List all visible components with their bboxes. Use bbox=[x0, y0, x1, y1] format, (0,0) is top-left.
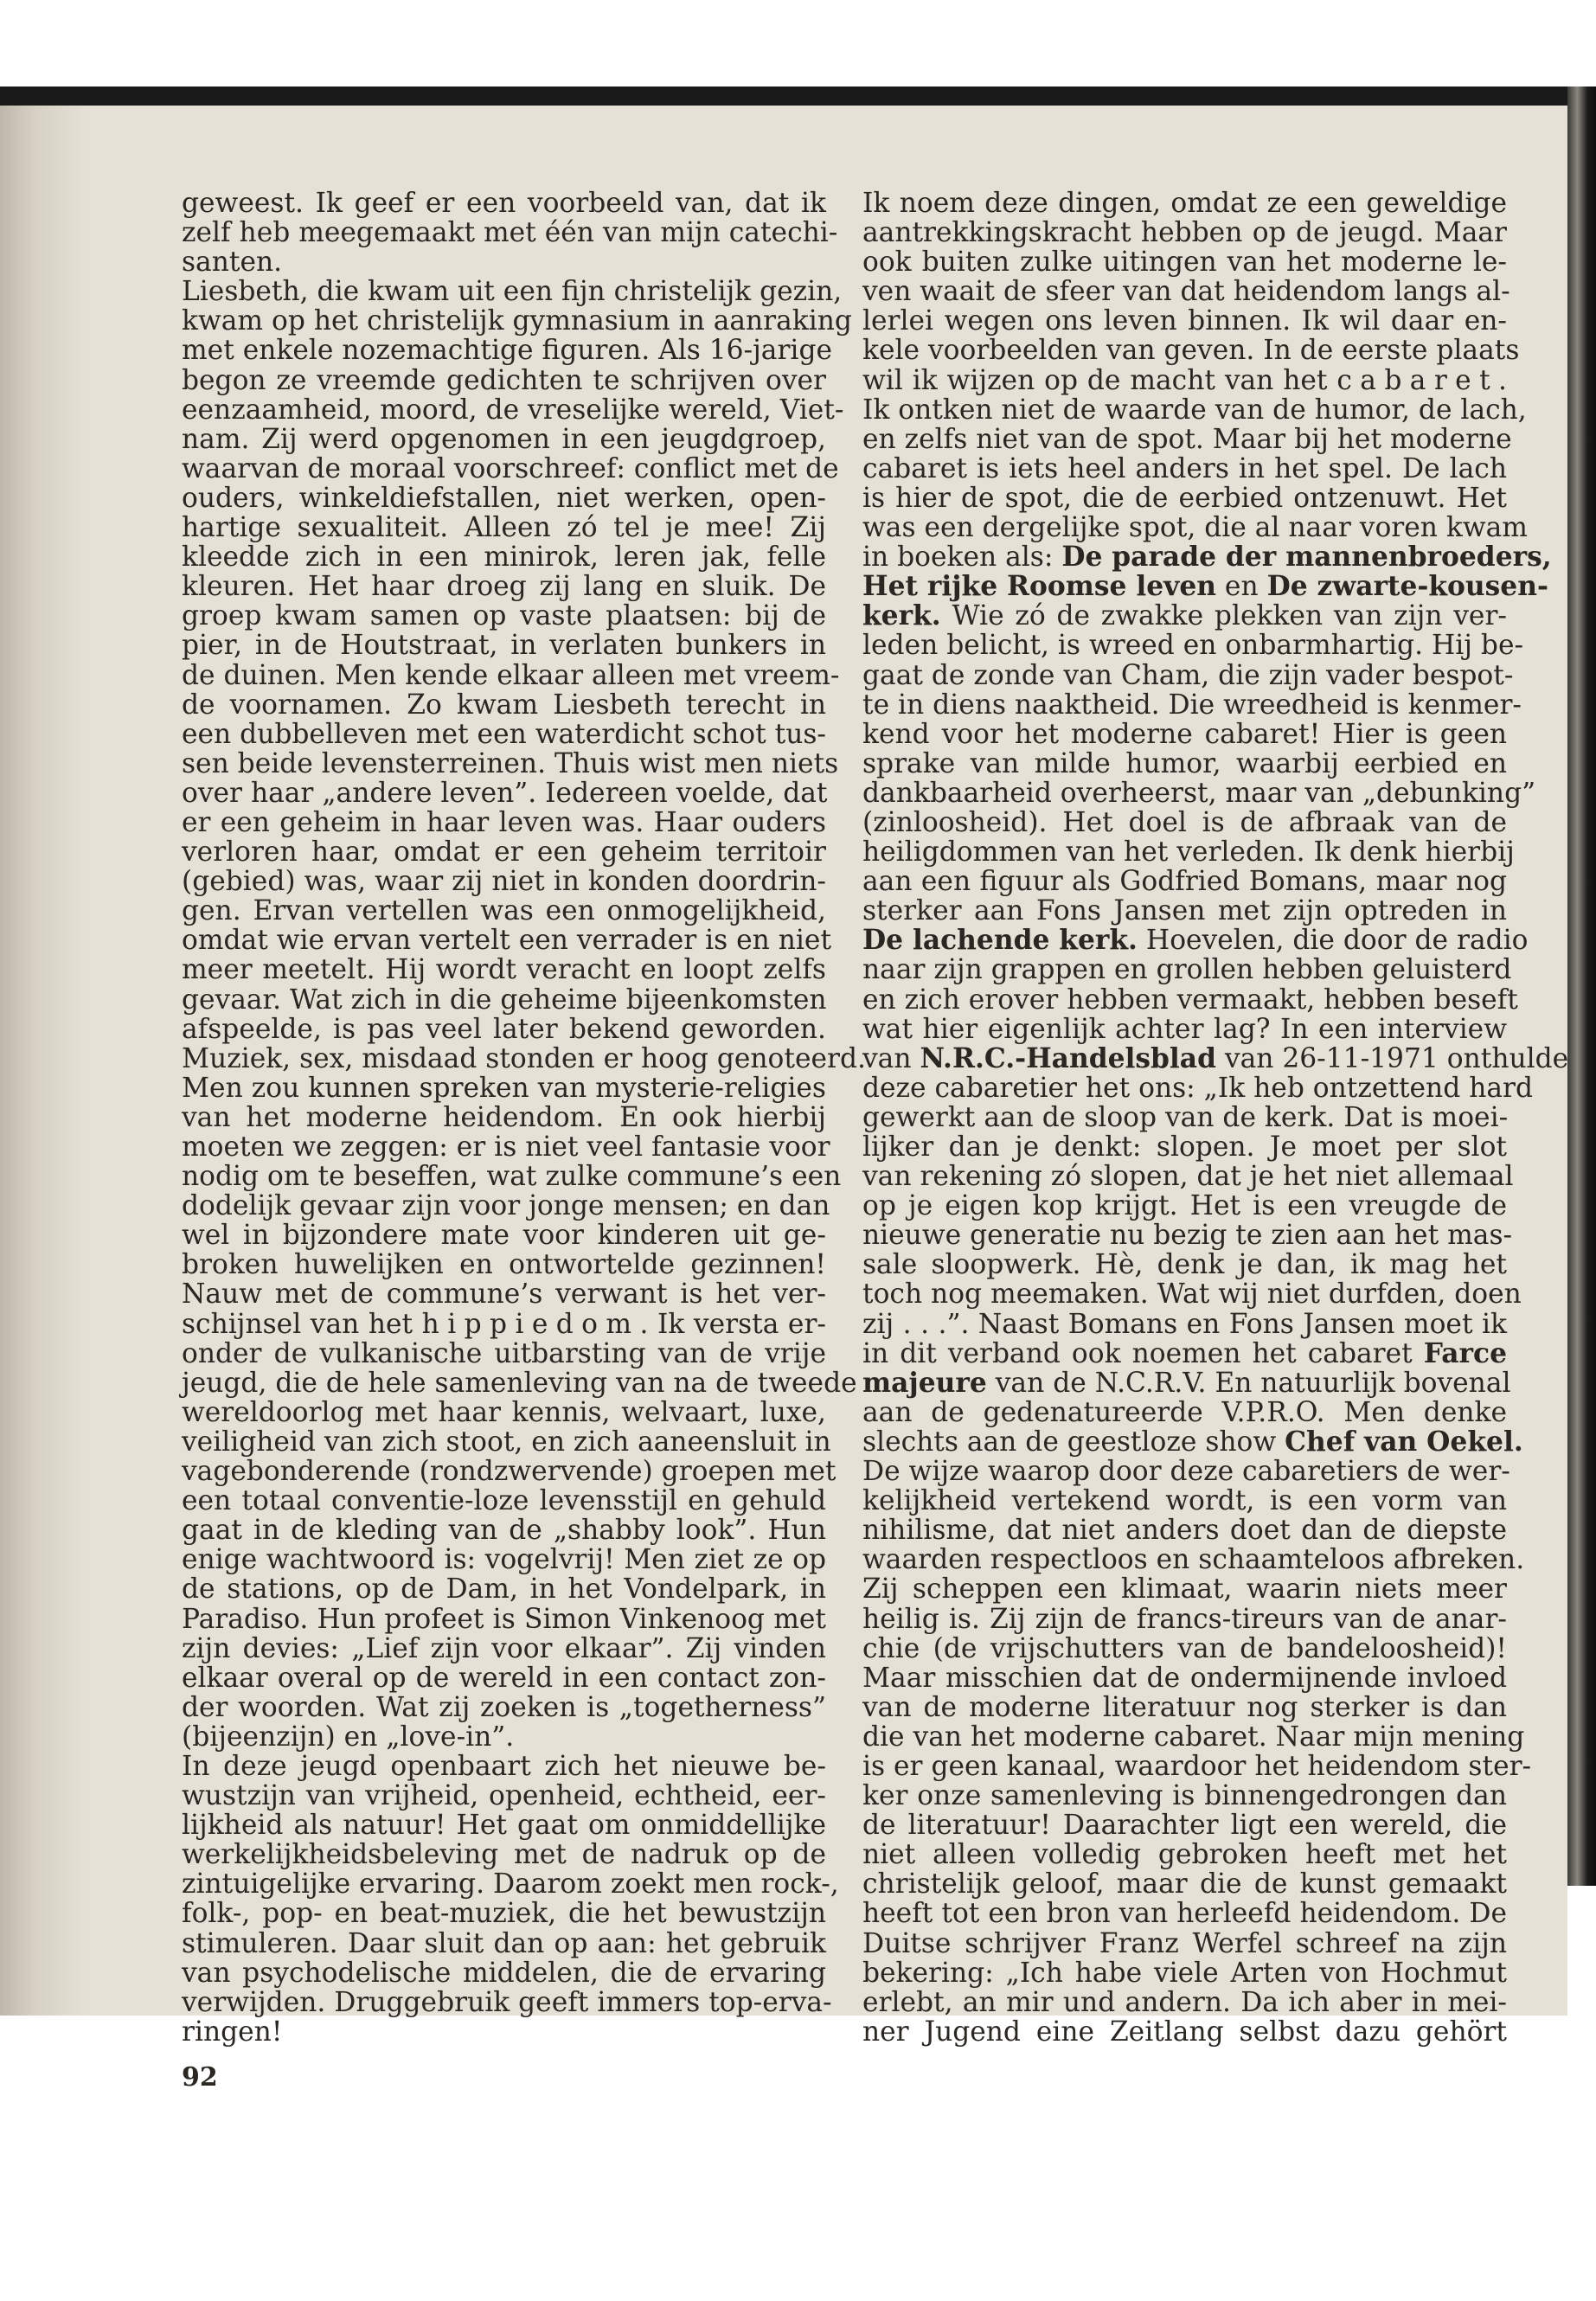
text-line: nam. Zij werd opgenomen in een jeugdgroep, bbox=[182, 423, 826, 455]
text-line: nodig om te beseffen, wat zulke commune’s een bbox=[182, 1161, 842, 1193]
text-line: heiligdommen van het verleden. Ik denk hierbij bbox=[862, 836, 1515, 868]
text-line: gewerkt aan de sloop van de kerk. Dat is moei- bbox=[862, 1101, 1509, 1133]
text-line: is hier de spot, die de eerbied ontzenuwt. Het bbox=[862, 482, 1507, 514]
text-line: heeft tot een bron van herleefd heidendom. De bbox=[862, 1898, 1507, 1930]
text-line: dodelijk gevaar zijn voor jonge mensen; en dan bbox=[182, 1190, 830, 1222]
text-line: sprake van milde humor, waarbij eerbied en bbox=[862, 747, 1507, 779]
text-fragment: . Ik versta er- bbox=[639, 1308, 826, 1340]
text-fragment: Wie zó de zwakke plekken van zijn ver- bbox=[940, 600, 1507, 632]
text-line-book-titles bbox=[862, 571, 1548, 603]
text-line: niet alleen volledig gebroken heeft met het bbox=[862, 1839, 1507, 1871]
text-line: zij . . .”. Naast Bomans en Fons Jansen moet ik bbox=[862, 1308, 1507, 1340]
text-line: te in diens naaktheid. Die wreedheid is kenmer- bbox=[862, 689, 1522, 721]
text-line-farce bbox=[862, 1339, 1507, 1368]
text-line: wereldoorlog met haar kennis, welvaart, luxe, bbox=[182, 1396, 826, 1428]
text-line: die van het moderne cabaret. Naar mijn mening bbox=[862, 1721, 1525, 1753]
text-line: gevaar. Wat zich in die geheime bijeenkomsten bbox=[182, 984, 827, 1016]
text-fragment: schijnsel van het bbox=[182, 1308, 422, 1340]
text-line: kleuren. Het haar droeg zij lang en sluik. De bbox=[182, 571, 826, 603]
text-line: De wijze waarop door deze cabaretiers de wer- bbox=[862, 1456, 1510, 1488]
text-fragment: wil ik wijzen op de macht van het bbox=[862, 364, 1337, 396]
newspaper-title: N.R.C.-Handelsblad bbox=[920, 1042, 1216, 1074]
text-line-show bbox=[862, 1426, 1523, 1458]
text-line: christelijk geloof, maar die de kunst gemaakt bbox=[862, 1868, 1507, 1900]
text-line: onder de vulkanische uitbarsting van de vrije bbox=[182, 1337, 826, 1369]
book-title-parade: De parade der mannenbroeders, bbox=[1061, 542, 1552, 574]
text-line: Liesbeth, die kwam uit een fijn christelijk gezin, bbox=[182, 276, 843, 308]
text-line: vagebonderende (rondzwervende) groepen met bbox=[182, 1456, 836, 1488]
text-line: aantrekkingskracht hebben op de jeugd. Maar bbox=[862, 217, 1507, 249]
text-line: lerlei wegen ons leven binnen. Ik wil daar en- bbox=[862, 305, 1507, 337]
book-title-zwarte-kousen-kerk: De zwarte-kousen- bbox=[1266, 571, 1548, 603]
text-line: meer meetelt. Hij wordt veracht en loopt zelfs bbox=[182, 954, 826, 986]
text-line: Ik ontken niet de waarde van de humor, de lach, bbox=[862, 394, 1527, 426]
text-line: ook buiten zulke uitingen van het moderne le- bbox=[862, 247, 1507, 279]
text-line: hartige sexualiteit. Alleen zó tel je mee! Zij bbox=[182, 512, 826, 544]
text-fragment: en bbox=[1215, 571, 1267, 603]
text-line: leden belicht, is wreed en onbarmhartig. Hij be- bbox=[862, 630, 1524, 662]
text-line: groep kwam samen op vaste plaatsen: bij de bbox=[182, 600, 826, 632]
spaced-term-cabaret: cabaret bbox=[1336, 364, 1499, 396]
left-text-column bbox=[182, 188, 866, 2048]
text-line: de duinen. Men kende elkaar alleen met vreem- bbox=[182, 659, 840, 691]
text-line: Men zou kunnen spreken van mysterie-religies bbox=[182, 1072, 826, 1104]
text-line: (zinloosheid). Het doel is de afbraak van de bbox=[862, 806, 1507, 838]
text-line: broken huwelijken en ontwortelde gezinnen! bbox=[182, 1249, 826, 1281]
page-gutter-shadow bbox=[0, 106, 87, 2016]
text-fragment: van 26-11-1971 onthulde bbox=[1215, 1042, 1569, 1074]
text-line: folk-, pop- en beat-muziek, die het bewustzijn bbox=[182, 1898, 826, 1930]
text-fragment: slechts aan de geestloze show bbox=[862, 1426, 1285, 1458]
text-line: afspeelde, is pas veel later bekend geworden. bbox=[182, 1013, 826, 1045]
text-line: verwijden. Druggebruik geeft immers top-erva- bbox=[182, 1986, 832, 2018]
text-line: kelijkheid vertekend wordt, is een vorm van bbox=[862, 1485, 1507, 1517]
text-line: gen. Ervan vertellen was een onmogelijkheid, bbox=[182, 895, 826, 927]
text-line: aan een figuur als Godfried Bomans, maar nog bbox=[862, 866, 1507, 898]
text-line-newspaper bbox=[862, 1042, 1569, 1074]
page-number: 92 bbox=[182, 2062, 218, 2093]
text-line-farce bbox=[862, 1367, 1511, 1399]
text-line: Nauw met de commune’s verwant is het ver- bbox=[182, 1279, 826, 1311]
show-title-oekel: Chef van Oekel. bbox=[1285, 1426, 1523, 1458]
text-fragment: Hoevelen, die door de radio bbox=[1137, 925, 1529, 957]
text-line: een dubbelleven met een waterdicht schot tus- bbox=[182, 718, 826, 750]
text-line: wat hier eigenlijk achter lag? In een interview bbox=[862, 1013, 1507, 1045]
text-line: Duitse schrijver Franz Werfel schreef na zijn bbox=[862, 1927, 1507, 1959]
text-line: de stations, op de Dam, in het Vondelpark, in bbox=[182, 1574, 826, 1606]
text-line: waarvan de moraal voorschreef: conflict met de bbox=[182, 452, 839, 484]
text-line: stimuleren. Daar sluit dan op aan: het gebruik bbox=[182, 1927, 826, 1959]
text-fragment: van bbox=[862, 1042, 920, 1074]
text-line: (bijeenzijn) en „love-in”. bbox=[182, 1721, 515, 1753]
text-line: er een geheim in haar leven was. Haar ouders bbox=[182, 806, 826, 838]
text-line: toch nog meemaken. Wat wij niet durfden, doen bbox=[862, 1279, 1522, 1311]
text-line-show-title bbox=[862, 925, 1529, 957]
text-line: met enkele nozemachtige figuren. Als 16-jarige bbox=[182, 335, 832, 367]
text-fragment: in dit verband ook noemen het cabaret bbox=[862, 1337, 1424, 1369]
text-line: nieuwe generatie nu bezig te zien aan het mas- bbox=[862, 1220, 1513, 1252]
text-line: Ik noem deze dingen, omdat ze een geweldige bbox=[862, 188, 1507, 219]
text-line: erlebt, an mir und andern. Da ich aber in mei- bbox=[862, 1986, 1507, 2018]
text-line: Muziek, sex, misdaad stonden er hoog genoteerd. bbox=[182, 1042, 866, 1074]
text-line: van het moderne heidendom. En ook hierbij bbox=[182, 1101, 826, 1133]
text-line: geweest. Ik geef er een voorbeeld van, dat ik bbox=[182, 188, 826, 219]
text-line: sen beide levensterreinen. Thuis wist men niets bbox=[182, 747, 839, 779]
text-line: Maar misschien dat de ondermijnende invloed bbox=[862, 1662, 1507, 1694]
text-line: deze cabaretier het ons: „Ik heb ontzettend hard bbox=[862, 1072, 1534, 1104]
text-line: van de moderne literatuur nog sterker is dan bbox=[862, 1691, 1507, 1723]
text-line: sterker aan Fons Jansen met zijn optreden in bbox=[862, 895, 1507, 927]
text-line: veiligheid van zich stoot, en zich aaneensluit in bbox=[182, 1426, 831, 1458]
text-line: In deze jeugd openbaart zich het nieuwe be- bbox=[182, 1750, 826, 1782]
text-line: was een dergelijke spot, die al naar voren kwam bbox=[862, 512, 1528, 544]
scan-right-edge bbox=[1567, 87, 1596, 1886]
text-line: kleedde zich in een minirok, leren jak, felle bbox=[182, 542, 826, 574]
text-line: elkaar overal op de wereld in een contact zon- bbox=[182, 1662, 826, 1694]
text-line: is er geen kanaal, waardoor het heidendom ster- bbox=[862, 1750, 1532, 1782]
text-line: de literatuur! Daarachter ligt een wereld, die bbox=[862, 1810, 1507, 1842]
text-line: naar zijn grappen en grollen hebben geluisterd bbox=[862, 954, 1512, 986]
text-line: sale sloopwerk. Hè, denk je dan, ik mag het bbox=[862, 1249, 1507, 1281]
text-line: waarden respectloos en schaamteloos afbreken. bbox=[862, 1544, 1525, 1576]
text-line: nihilisme, dat niet anders doet dan de diepste bbox=[862, 1515, 1507, 1547]
right-text-column bbox=[862, 188, 1569, 2048]
cabaret-name-farce: Farce bbox=[1423, 1337, 1507, 1369]
text-line: enige wachtwoord is: vogelvrij! Men ziet ze op bbox=[182, 1544, 826, 1576]
scan-top-edge bbox=[0, 87, 1596, 106]
text-line: begon ze vreemde gedichten te schrijven over bbox=[182, 364, 826, 396]
text-line: zijn devies: „Lief zijn voor elkaar”. Zij vinden bbox=[182, 1632, 826, 1664]
text-line: wel in bijzondere mate voor kinderen uit ge- bbox=[182, 1220, 826, 1252]
text-line: (gebied) was, waar zij niet in konden doordrin- bbox=[182, 866, 826, 898]
text-line: ker onze samenleving is binnengedrongen dan bbox=[862, 1780, 1507, 1812]
text-line: kwam op het christelijk gymnasium in aanraking bbox=[182, 305, 852, 337]
text-line: verloren haar, omdat er een geheim territoir bbox=[182, 836, 826, 868]
text-line: Paradiso. Hun profeet is Simon Vinkenoog met bbox=[182, 1603, 826, 1635]
text-line: ringen! bbox=[182, 2016, 283, 2048]
text-line-book-title bbox=[862, 542, 1552, 574]
text-line: lijkheid als natuur! Het gaat om onmiddellijke bbox=[182, 1810, 826, 1842]
text-line: van psychodelische middelen, die de ervaring bbox=[182, 1957, 826, 1989]
text-line: bekering: „Ich habe viele Arten von Hochmut bbox=[862, 1957, 1507, 1989]
cabaret-name-majeure: majeure bbox=[862, 1367, 987, 1399]
show-title-lachende-kerk: De lachende kerk. bbox=[862, 925, 1138, 957]
text-line: chie (de vrijschutters van de bandeloosheid)! bbox=[862, 1632, 1507, 1664]
text-line: heilig is. Zij zijn de francs-tireurs van de anar- bbox=[862, 1603, 1507, 1635]
text-line: cabaret is iets heel anders in het spel. De lach bbox=[862, 452, 1507, 484]
text-line: op je eigen kop krijgt. Het is een vreugde de bbox=[862, 1190, 1507, 1222]
text-line: Zij scheppen een klimaat, waarin niets meer bbox=[862, 1574, 1507, 1606]
spaced-term-hippiedom: hippiedom bbox=[421, 1308, 640, 1340]
book-title-zwarte-kousen-kerk-end: kerk. bbox=[862, 600, 941, 632]
text-line: lijker dan je denkt: slopen. Je moet per slot bbox=[862, 1131, 1507, 1163]
text-line: de voornamen. Zo kwam Liesbeth terecht in bbox=[182, 689, 826, 721]
text-line: werkelijkheidsbeleving met de nadruk op de bbox=[182, 1839, 826, 1871]
text-line: zelf heb meegemaakt met één van mijn catechi- bbox=[182, 217, 838, 249]
text-line: over haar „andere leven”. Iedereen voelde, dat bbox=[182, 777, 828, 809]
text-line-hippiedom bbox=[182, 1310, 826, 1339]
text-line: kele voorbeelden van geven. In de eerste plaats bbox=[862, 335, 1520, 367]
text-line: aan de gedenatureerde V.P.R.O. Men denke bbox=[862, 1396, 1507, 1428]
text-line: omdat wie ervan vertelt een verrader is en niet bbox=[182, 925, 832, 957]
text-fragment: in boeken als: bbox=[862, 542, 1062, 574]
text-line: ven waait de sfeer van dat heidendom langs al- bbox=[862, 276, 1510, 308]
text-line: gaat in de kleding van de „shabby look”. Hun bbox=[182, 1515, 826, 1547]
text-line-book-title bbox=[862, 601, 1507, 631]
text-line: eenzaamheid, moord, de vreselijke wereld, Viet- bbox=[182, 394, 844, 426]
text-line: der woorden. Wat zij zoeken is „togetherness” bbox=[182, 1691, 826, 1723]
text-line: moeten we zeggen: er is niet veel fantasie voor bbox=[182, 1131, 830, 1163]
text-line: jeugd, die de hele samenleving van na de tweede bbox=[182, 1367, 857, 1399]
text-line: zintuigelijke ervaring. Daarom zoekt men rock-, bbox=[182, 1868, 839, 1900]
text-line: gaat de zonde van Cham, die zijn vader bespot- bbox=[862, 659, 1514, 691]
text-fragment: van de N.C.R.V. En natuurlijk bovenal bbox=[986, 1367, 1511, 1399]
text-line: ouders, winkeldiefstallen, niet werken, open- bbox=[182, 482, 826, 514]
text-line: en zich erover hebben vermaakt, hebben beseft bbox=[862, 984, 1518, 1016]
text-line: wustzijn van vrijheid, openheid, echtheid, eer- bbox=[182, 1780, 826, 1812]
text-fragment: . bbox=[1498, 364, 1507, 396]
text-line: kend voor het moderne cabaret! Hier is geen bbox=[862, 718, 1507, 750]
text-line: ner Jugend eine Zeitlang selbst dazu gehört bbox=[862, 2016, 1507, 2048]
text-line-cabaret bbox=[862, 366, 1507, 395]
book-title-roomse-leven: Het rijke Roomse leven bbox=[862, 571, 1216, 603]
text-line: en zelfs niet van de spot. Maar bij het moderne bbox=[862, 423, 1512, 455]
text-line: van rekening zó slopen, dat je het niet allemaal bbox=[862, 1161, 1514, 1193]
text-line: santen. bbox=[182, 247, 283, 279]
text-line: dankbaarheid overheerst, maar van „debunking” bbox=[862, 777, 1536, 809]
text-line: een totaal conventie-loze levensstijl en gehuld bbox=[182, 1485, 826, 1517]
text-line: pier, in de Houtstraat, in verlaten bunkers in bbox=[182, 630, 826, 662]
